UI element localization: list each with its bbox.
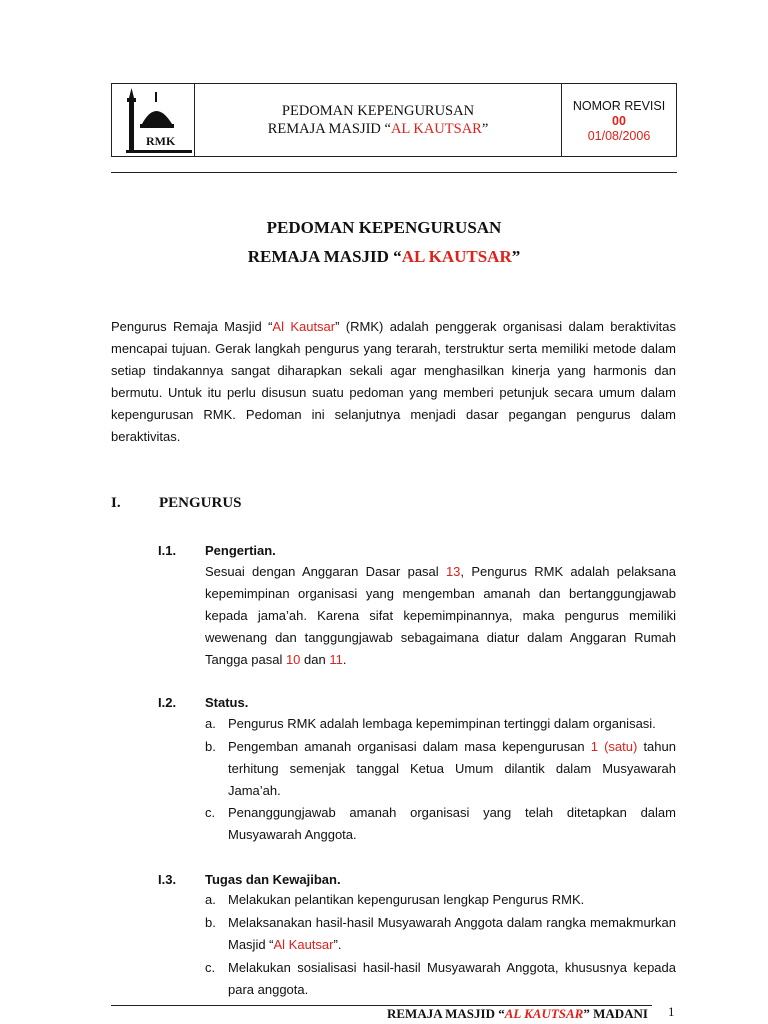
logo-text: RMK bbox=[146, 134, 176, 148]
list-line: Melakukan sosialisasi hasil-hasil Musyawarah Anggota, khususnya kepada bbox=[228, 960, 676, 975]
list-item bbox=[205, 889, 676, 911]
header-title-suffix: ” bbox=[481, 121, 489, 137]
section-title: PENGURUS bbox=[159, 495, 242, 511]
list-text bbox=[228, 912, 676, 956]
list-text bbox=[228, 802, 676, 846]
list-marker: a. bbox=[205, 716, 216, 731]
list-line: para anggota. bbox=[228, 982, 309, 997]
subsection-title: Status. bbox=[205, 695, 249, 710]
body-text: Pengemban amanah organisasi dalam masa kepengurusan bbox=[228, 739, 591, 754]
list-line: Jama’ah. bbox=[228, 783, 281, 798]
intro-line: mencapai tujuan. Gerak langkah pengurus yang terarah, terstruktur serta memiliki metode dalam bbox=[111, 341, 676, 356]
list-item bbox=[205, 957, 676, 1001]
list-item bbox=[205, 802, 676, 846]
document-header bbox=[111, 83, 677, 157]
article-ref: 11 bbox=[329, 652, 343, 667]
doc-title-prefix: REMAJA MASJID “ bbox=[247, 247, 402, 266]
doc-title-line1: PEDOMAN KEPENGURUSAN bbox=[266, 218, 502, 237]
subsection-heading-2 bbox=[158, 695, 248, 710]
footer-prefix: REMAJA MASJID “ bbox=[387, 1006, 505, 1021]
subsection-number: I.3. bbox=[158, 872, 177, 887]
body-text: , Pengurus RMK adalah pelaksana bbox=[460, 564, 676, 579]
revision-label: NOMOR REVISI bbox=[572, 99, 666, 113]
body-text: . bbox=[342, 652, 347, 667]
revision-block bbox=[562, 84, 676, 156]
subsection-number: I.2. bbox=[158, 695, 177, 710]
subsection-title: Pengertian. bbox=[205, 543, 276, 558]
header-title-line2 bbox=[268, 120, 489, 138]
list-line bbox=[228, 736, 676, 758]
list-line: Penanggungjawab amanah organisasi yang telah ditetapkan dalam bbox=[228, 805, 676, 820]
list-marker: c. bbox=[205, 960, 216, 975]
intro-text: ” (RMK) adalah penggerak organisasi dalam beraktivitas bbox=[335, 319, 676, 334]
intro-org-name: Al Kautsar bbox=[272, 319, 336, 334]
list-item bbox=[205, 736, 676, 802]
body-line: wewenang dan tanggungjawab sebagaimana diatur dalam Anggaran Rumah bbox=[205, 630, 676, 645]
footer-suffix: ” MADANI bbox=[583, 1006, 648, 1021]
body-text: ”. bbox=[333, 937, 342, 952]
subsection-title: Tugas dan Kewajiban. bbox=[205, 872, 341, 887]
subsection-number: I.1. bbox=[158, 543, 177, 558]
doc-title-line2 bbox=[0, 247, 768, 267]
list-marker: a. bbox=[205, 892, 216, 907]
list-line bbox=[228, 934, 676, 956]
page-footer bbox=[387, 1006, 648, 1022]
subsection-heading-3 bbox=[158, 872, 341, 887]
intro-text: Pengurus Remaja Masjid “ bbox=[111, 319, 273, 334]
list-text bbox=[228, 957, 676, 1001]
section-number: I. bbox=[111, 495, 121, 511]
list-line: terhitung semenjak tanggal Ketua Umum dilantik dalam Musyawarah bbox=[228, 761, 676, 776]
intro-line: setiap tindakannya sangat diharapkan sekali agar menghasilkan kinerja yang harmonis dan bbox=[111, 363, 676, 378]
list-text bbox=[228, 736, 676, 802]
intro-line: kepengurusan RMK. Pedoman ini selanjutnya menjadi dasar pegangan pengurus dalam bbox=[111, 407, 676, 422]
body-text: tahun bbox=[637, 739, 676, 754]
list-marker: b. bbox=[205, 915, 216, 930]
page-number: 1 bbox=[668, 1004, 675, 1019]
body-text: Sesuai dengan Anggaran Dasar pasal bbox=[205, 564, 446, 579]
revision-number: 00 bbox=[612, 114, 626, 128]
article-ref: 13 bbox=[445, 564, 461, 579]
intro-paragraph bbox=[111, 316, 676, 448]
body-line bbox=[205, 649, 676, 671]
header-title-prefix: REMAJA MASJID “ bbox=[267, 121, 391, 137]
term-ref: 1 (satu) bbox=[590, 739, 638, 754]
rmk-logo bbox=[112, 84, 195, 156]
body-line bbox=[205, 561, 676, 583]
masjid-name: Al Kautsar bbox=[273, 937, 334, 952]
header-title-line1: PEDOMAN KEPENGURUSAN bbox=[281, 103, 475, 119]
list-item bbox=[205, 912, 676, 956]
article-ref: 10 bbox=[285, 652, 301, 667]
intro-line: bermutu. Untuk itu perlu disusun suatu pedoman yang memberi petunjuk secara umum dalam bbox=[111, 385, 676, 400]
list-item bbox=[205, 713, 676, 735]
revision-date: 01/08/2006 bbox=[587, 129, 651, 143]
intro-line bbox=[111, 316, 676, 338]
list-marker: b. bbox=[205, 739, 216, 754]
list-text: Melakukan pelantikan kepengurusan lengkap Pengurus RMK. bbox=[228, 892, 585, 907]
subsection-heading-1 bbox=[158, 543, 276, 558]
intro-line: beraktivitas. bbox=[111, 429, 181, 444]
footer-org-name: AL KAUTSAR bbox=[504, 1006, 584, 1021]
body-text: dan bbox=[300, 652, 330, 667]
header-title bbox=[195, 84, 562, 156]
list-line: Melaksanakan hasil-hasil Musyawarah Anggota dalam rangka memakmurkan bbox=[228, 915, 676, 930]
doc-title-org-name: AL KAUTSAR bbox=[401, 247, 512, 266]
list-marker: c. bbox=[205, 805, 216, 820]
body-line: kepemimpinan organisasi yang mengemban amanah dan bertanggungjawab bbox=[205, 586, 676, 601]
subsection-1-body bbox=[205, 561, 676, 671]
header-org-name: AL KAUTSAR bbox=[390, 121, 482, 137]
body-line: kepada jama’ah. Karena sifat kepemimpinannya, maka pengurus memiliki bbox=[205, 608, 676, 623]
body-text: Tangga pasal bbox=[205, 652, 286, 667]
list-line: Musyawarah Anggota. bbox=[228, 827, 357, 842]
list-text: Pengurus RMK adalah lembaga kepemimpinan tertinggi dalam organisasi. bbox=[228, 716, 656, 731]
header-divider bbox=[111, 172, 677, 173]
body-text: Masjid “ bbox=[228, 937, 274, 952]
doc-title-suffix: ” bbox=[511, 247, 521, 266]
section-heading bbox=[111, 495, 242, 512]
